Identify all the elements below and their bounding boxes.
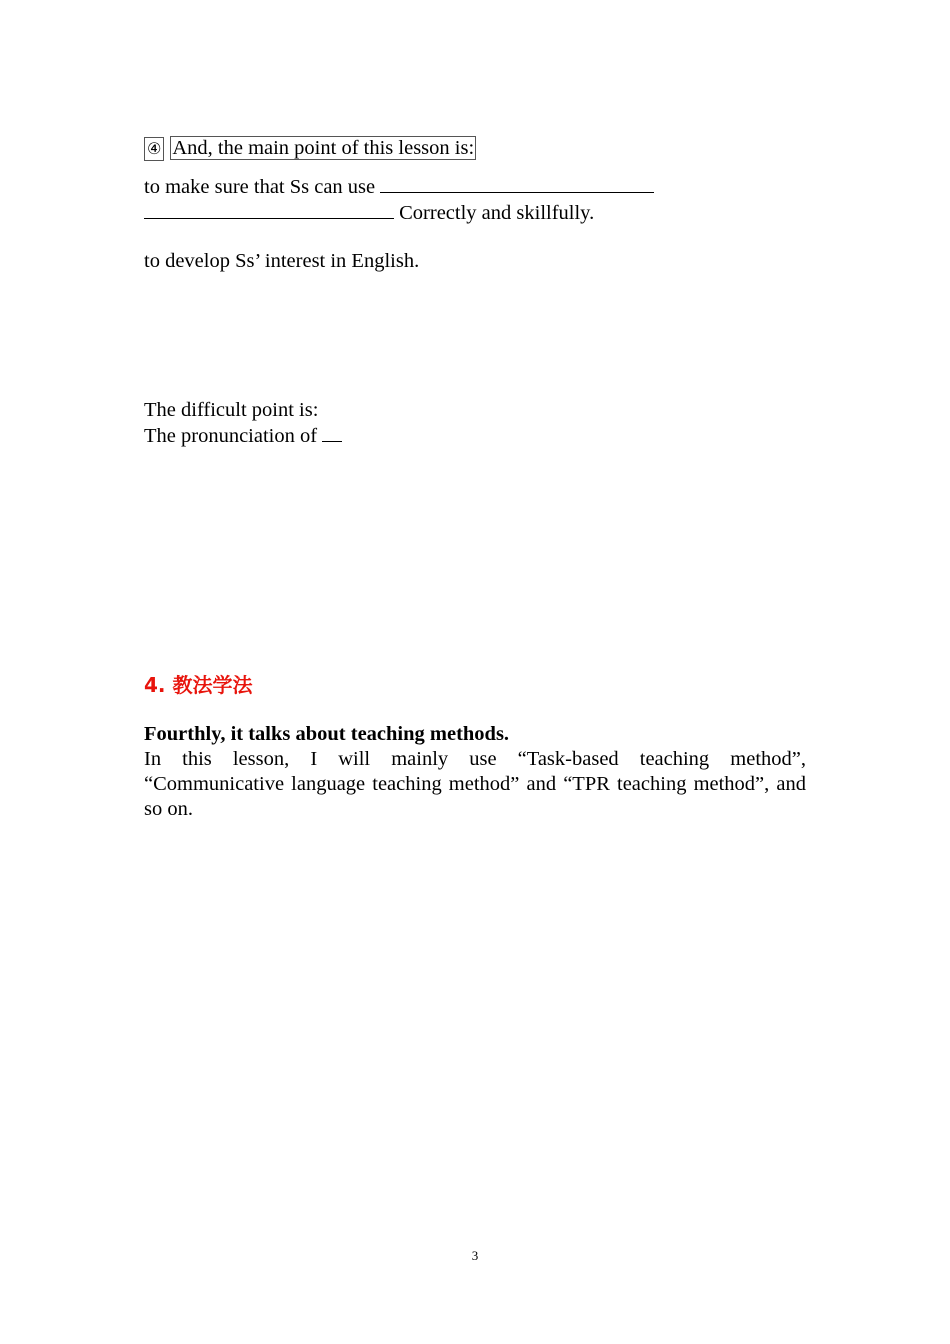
main-point-line-3: to develop Ss’ interest in English. bbox=[144, 250, 420, 272]
section-4-title: 4. 教法学法 bbox=[144, 673, 253, 697]
difficult-point-heading: The difficult point is: bbox=[144, 399, 319, 421]
difficult-point-line-text: The pronunciation of bbox=[144, 425, 318, 447]
main-point-line-2 bbox=[144, 200, 806, 226]
main-point-heading: And, the main point of this lesson is: bbox=[172, 137, 475, 159]
main-point-heading-line bbox=[144, 136, 806, 161]
main-point-line-1 bbox=[144, 174, 806, 200]
section-4-content bbox=[144, 722, 806, 822]
fill-in-blank-2 bbox=[144, 200, 394, 219]
fill-in-blank-3 bbox=[322, 423, 342, 442]
main-point-line-2-text: Correctly and skillfully. bbox=[399, 202, 595, 224]
main-point-line-1-text: to make sure that Ss can use bbox=[144, 176, 376, 198]
circled-number-four: ④ bbox=[144, 137, 164, 161]
section-4-subtitle: Fourthly, it talks about teaching methods. bbox=[144, 723, 510, 745]
difficult-point-line bbox=[144, 423, 806, 449]
page-number: 3 bbox=[471, 1248, 479, 1263]
fill-in-blank-1 bbox=[380, 174, 654, 193]
difficult-point bbox=[144, 398, 806, 449]
section-4-body: In this lesson, I will mainly use “Task-based teaching method”, “Communicative language teaching method” and “TPR teaching method”, and so on. bbox=[144, 748, 806, 820]
main-point-body bbox=[144, 174, 806, 226]
